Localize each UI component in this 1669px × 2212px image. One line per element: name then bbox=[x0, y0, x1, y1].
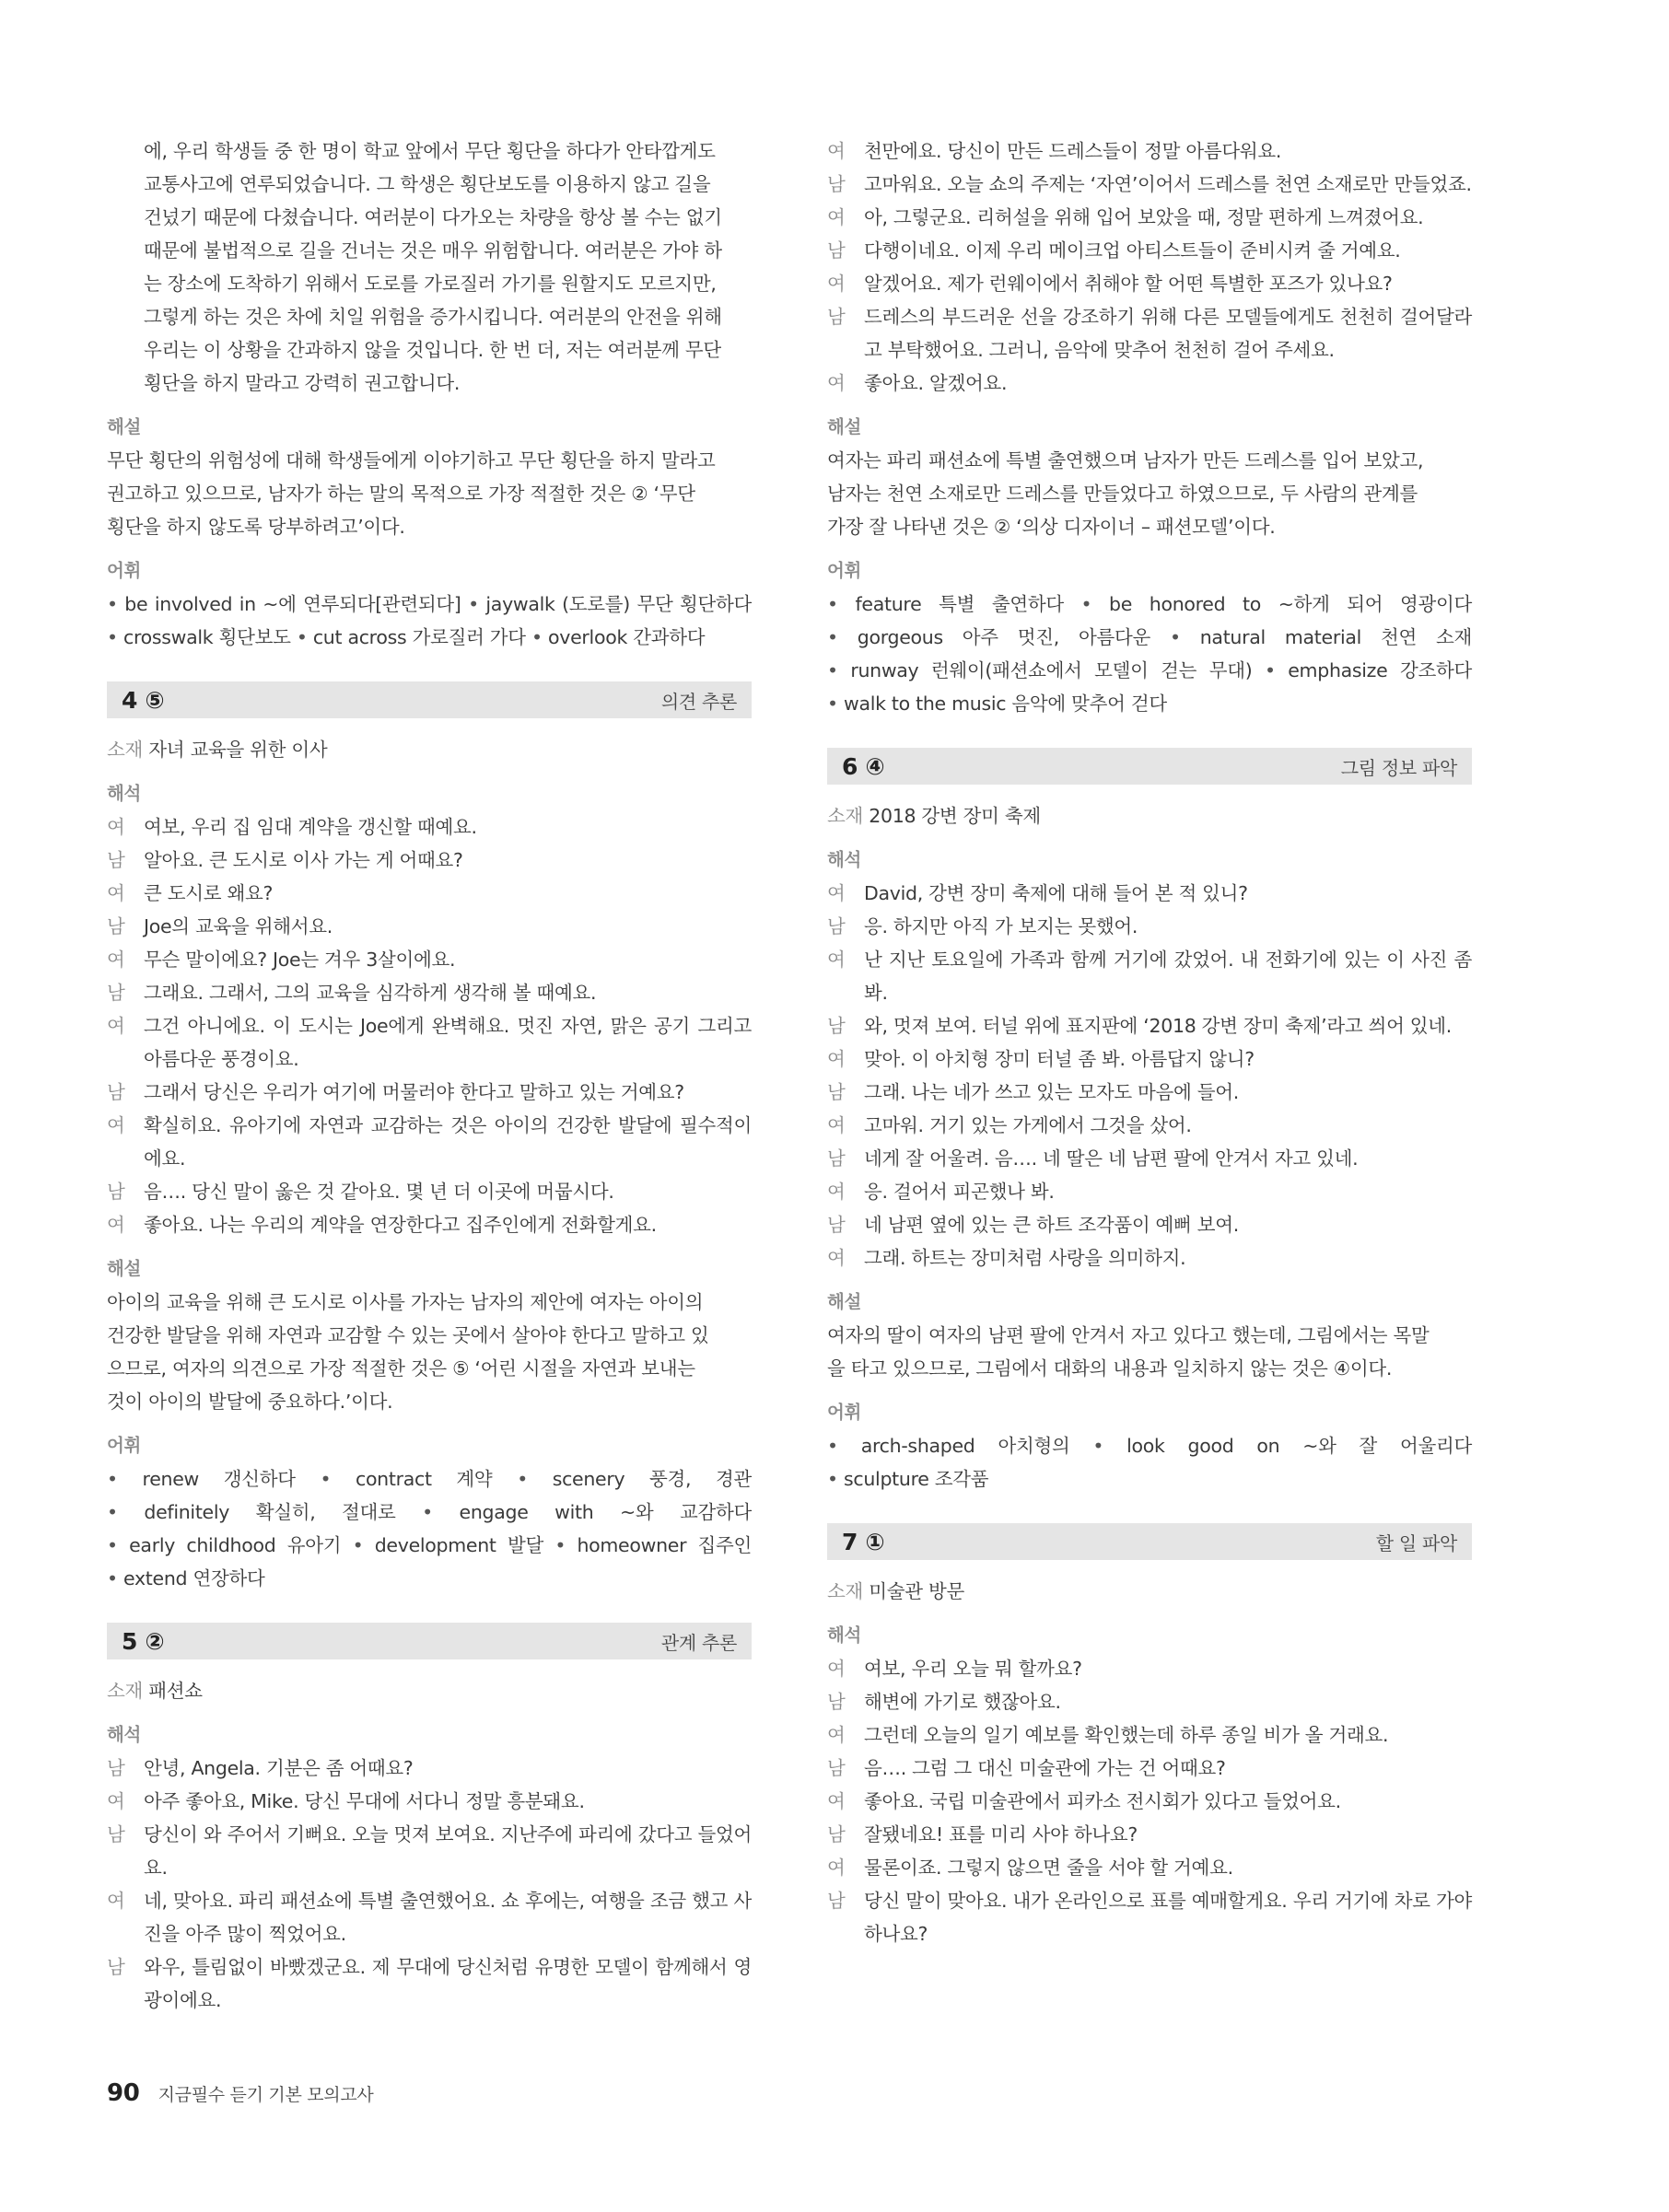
dialogue-text: 물론이죠. 그렇지 않으면 줄을 서야 할 거예요. bbox=[864, 1857, 1233, 1879]
dialogue-line bbox=[107, 943, 752, 976]
dialogue-line bbox=[827, 1208, 1472, 1241]
question-5-header bbox=[107, 1623, 752, 1659]
dialogue-line bbox=[107, 810, 752, 844]
speaker-label: 남 bbox=[827, 1890, 846, 1912]
text-line: 무단 횡단의 위험성에 대해 학생들에게 이야기하고 무단 횡단을 하지 말라고 bbox=[107, 449, 716, 472]
q4-translation-heading: 해석 bbox=[107, 783, 142, 804]
speaker-label: 남 bbox=[827, 1214, 846, 1236]
dialogue-text: 네 남편 옆에 있는 큰 하트 조각품이 예뻐 보여. bbox=[864, 1214, 1240, 1236]
text-line: 횡단을 하지 말라고 강력히 권고합니다. bbox=[144, 372, 461, 394]
monologue-continuation bbox=[107, 134, 752, 400]
dialogue-line bbox=[107, 1208, 752, 1241]
dialogue-text: 알겠어요. 제가 런웨이에서 취해야 할 어떤 특별한 포즈가 있나요? bbox=[864, 273, 1393, 295]
dialogue-line bbox=[107, 1752, 752, 1785]
speaker-label: 여 bbox=[107, 816, 125, 838]
text-line: 건넜기 때문에 다쳤습니다. 여러분이 다가오는 차량을 항상 볼 수는 없기 bbox=[144, 206, 722, 228]
dialogue-text: 알아요. 큰 도시로 이사 가는 게 어때요? bbox=[144, 849, 463, 871]
question-type: 의견 추론 bbox=[660, 690, 737, 713]
speaker-label: 남 bbox=[827, 1691, 846, 1713]
speaker-label: 남 bbox=[827, 173, 846, 195]
left-column bbox=[107, 134, 752, 2017]
speaker-label: 여 bbox=[827, 1857, 846, 1879]
dialogue-text: 당신 말이 맞아요. 내가 온라인으로 표를 예매할게요. 우리 거기에 차로 가야 하나요? bbox=[864, 1890, 1472, 1945]
dialogue-line bbox=[107, 1076, 752, 1109]
q4-vocab-heading: 어휘 bbox=[107, 1435, 142, 1456]
dialogue-text: 드레스의 부드러운 선을 강조하기 위해 다른 모델들에게도 천천히 걸어달라고 부탁했어요. 그러니, 음악에 맞추어 천천히 걸어 주세요. bbox=[864, 306, 1472, 361]
vocab-item: • renew 갱신하다 bbox=[107, 1468, 296, 1490]
dialogue-text: 좋아요. 나는 우리의 계약을 연장한다고 집주인에게 전화할게요. bbox=[144, 1214, 657, 1236]
vocab-item: • contract 계약 bbox=[320, 1468, 492, 1490]
vocab-item: • gorgeous 아주 멋진, 아름다운 bbox=[827, 626, 1150, 648]
dialogue-line bbox=[107, 1884, 752, 1950]
speaker-label: 여 bbox=[827, 1048, 846, 1070]
speaker-label: 여 bbox=[827, 1724, 846, 1746]
text-line: 에, 우리 학생들 중 한 명이 학교 앞에서 무단 횡단을 하다가 안타깝게도 bbox=[144, 140, 716, 162]
dialogue-line bbox=[107, 1009, 752, 1076]
vocab-item: • development 발달 bbox=[353, 1534, 543, 1556]
q6-topic: 소재 2018 강변 장미 축제 bbox=[827, 805, 1041, 827]
text-line: 는 장소에 도착하기 위해서 도로를 가로질러 가기를 원할지도 모르지만, bbox=[144, 273, 717, 295]
dialogue-text: 안녕, Angela. 기분은 좀 어때요? bbox=[144, 1757, 414, 1779]
question-type: 할 일 파악 bbox=[1375, 1531, 1457, 1554]
dialogue-text: 그건 아니에요. 이 도시는 Joe에게 완벽해요. 멋진 자연, 맑은 공기 그리고 아름다운 풍경이요. bbox=[144, 1015, 752, 1070]
text-line: 횡단을 하지 않도록 당부하려고’이다. bbox=[107, 516, 405, 538]
speaker-label: 여 bbox=[827, 372, 846, 394]
text-line: 여자는 파리 패션쇼에 특별 출연했으며 남자가 만든 드레스를 입어 보았고, bbox=[827, 449, 1424, 472]
question-4-header bbox=[107, 681, 752, 718]
speaker-label: 남 bbox=[107, 1081, 125, 1103]
dialogue-text: 좋아요. 알겠어요. bbox=[864, 372, 1008, 394]
speaker-label: 남 bbox=[107, 1757, 125, 1779]
speaker-label: 남 bbox=[107, 1956, 125, 1978]
dialogue-line bbox=[827, 1652, 1472, 1685]
vocab-item: • extend 연장하다 bbox=[107, 1567, 264, 1589]
vocab-item: • scenery 풍경, 경관 bbox=[517, 1468, 752, 1490]
dialogue-line bbox=[827, 168, 1472, 201]
vocab-item: • engage with ~와 교감하다 bbox=[422, 1501, 752, 1523]
text-line: 때문에 불법적으로 길을 건너는 것은 매우 위험합니다. 여러분은 가야 하 bbox=[144, 239, 722, 262]
speaker-label: 남 bbox=[107, 982, 125, 1004]
vocab-item: • be honored to ~하게 되어 영광이다 bbox=[1081, 593, 1472, 615]
dialogue-text: 큰 도시로 왜요? bbox=[144, 882, 274, 904]
vocab-item: • cut across 가로질러 가다 bbox=[297, 626, 526, 648]
dialogue-text: 와, 멋져 보여. 터널 위에 표지판에 ‘2018 강변 장미 축제’라고 씌어 있네. bbox=[864, 1015, 1453, 1037]
dialogue-line bbox=[107, 1818, 752, 1884]
q7-translation-heading: 해석 bbox=[827, 1624, 862, 1646]
text-line: 권고하고 있으므로, 남자가 하는 말의 목적으로 가장 적절한 것은 ② ‘무단 bbox=[107, 483, 695, 505]
dialogue-line bbox=[827, 1109, 1472, 1142]
dialogue-line bbox=[827, 910, 1472, 943]
dialogue-text: 응. 걸어서 피곤했나 봐. bbox=[864, 1181, 1055, 1203]
text-line: 그렇게 하는 것은 차에 치일 위험을 증가시킵니다. 여러분의 안전을 위해 bbox=[144, 306, 722, 328]
vocab-item: • definitely 확실히, 절대로 bbox=[107, 1501, 396, 1523]
dialogue-text: 여보, 우리 집 임대 계약을 갱신할 때예요. bbox=[144, 816, 477, 838]
speaker-label: 여 bbox=[107, 1890, 125, 1912]
dialogue-text: 네, 맞아요. 파리 패션쇼에 특별 출연했어요. 쇼 후에는, 여행을 조금 했고 사진을 아주 많이 찍었어요. bbox=[144, 1890, 752, 1945]
dialogue-line bbox=[107, 1950, 752, 2017]
dialogue-line bbox=[827, 1818, 1472, 1851]
dialogue-text: 그래서 당신은 우리가 여기에 머물러야 한다고 말하고 있는 거예요? bbox=[144, 1081, 684, 1103]
vocab-item: • overlook 간과하다 bbox=[531, 626, 705, 648]
dialogue-line bbox=[107, 1785, 752, 1818]
dialogue-line bbox=[827, 1241, 1472, 1275]
dialogue-text: 맞아. 이 아치형 장미 터널 좀 봐. 아름답지 않니? bbox=[864, 1048, 1255, 1070]
speaker-label: 여 bbox=[107, 1214, 125, 1236]
question-type: 그림 정보 파악 bbox=[1340, 756, 1457, 779]
q5-explanation-heading: 해설 bbox=[827, 416, 862, 437]
q5-vocab-heading: 어휘 bbox=[827, 560, 862, 581]
dialogue-text: 그래. 하트는 장미처럼 사랑을 의미하지. bbox=[864, 1247, 1186, 1269]
vocab-item: • feature 특별 출연하다 bbox=[827, 593, 1064, 615]
q3-vocabulary bbox=[107, 588, 752, 654]
speaker-label: 여 bbox=[107, 882, 125, 904]
text-line: 가장 잘 나타낸 것은 ② ‘의상 디자이너 – 패션모델’이다. bbox=[827, 516, 1276, 538]
dialogue-line bbox=[827, 234, 1472, 267]
dialogue-text: 음…. 그럼 그 대신 미술관에 가는 건 어때요? bbox=[864, 1757, 1226, 1779]
vocab-item: • be involved in ~에 연루되다[관련되다] bbox=[107, 593, 461, 615]
dialogue-line bbox=[107, 1175, 752, 1208]
dialogue-line bbox=[827, 1685, 1472, 1718]
dialogue-text: 좋아요. 국립 미술관에서 피카소 전시회가 있다고 들었어요. bbox=[864, 1790, 1341, 1812]
dialogue-text: 고마워요. 오늘 쇼의 주제는 ‘자연’이어서 드레스를 천연 소재로만 만들었죠. bbox=[864, 173, 1472, 195]
dialogue-line bbox=[827, 201, 1472, 234]
dialogue-text: 천만에요. 당신이 만든 드레스들이 정말 아름다워요. bbox=[864, 140, 1282, 162]
speaker-label: 여 bbox=[827, 1181, 846, 1203]
speaker-label: 여 bbox=[107, 1015, 125, 1037]
text-line: 아이의 교육을 위해 큰 도시로 이사를 가자는 남자의 제안에 여자는 아이의 bbox=[107, 1291, 704, 1313]
speaker-label: 여 bbox=[107, 949, 125, 971]
vocab-item: • arch-shaped 아치형의 bbox=[827, 1435, 1069, 1457]
speaker-label: 남 bbox=[107, 1823, 125, 1845]
dialogue-line bbox=[827, 134, 1472, 168]
question-6-header bbox=[827, 748, 1472, 785]
speaker-label: 남 bbox=[827, 306, 846, 328]
text-line: 우리는 이 상황을 간과하지 않을 것입니다. 한 번 더, 저는 여러분께 무단 bbox=[144, 339, 721, 361]
vocab-item: • sculpture 조각품 bbox=[827, 1468, 988, 1490]
vocab-item: • crosswalk 횡단보도 bbox=[107, 626, 291, 648]
dialogue-line bbox=[107, 976, 752, 1009]
dialogue-text: 응. 하지만 아직 가 보지는 못했어. bbox=[864, 915, 1138, 937]
dialogue-text: 음…. 당신 말이 옳은 것 같아요. 몇 년 더 이곳에 머뭅시다. bbox=[144, 1181, 614, 1203]
text-line: 남자는 천연 소재로만 드레스를 만들었다고 하였으므로, 두 사람의 관계를 bbox=[827, 483, 1418, 505]
dialogue-line bbox=[827, 1042, 1472, 1076]
dialogue-text: David, 강변 장미 축제에 대해 들어 본 적 있니? bbox=[864, 882, 1248, 904]
speaker-label: 여 bbox=[827, 140, 846, 162]
q3-vocab-heading: 어휘 bbox=[107, 560, 142, 581]
dialogue-text: 와우, 틀림없이 바빴겠군요. 제 무대에 당신처럼 유명한 모델이 함께해서 영광이에요. bbox=[144, 1956, 752, 2011]
dialogue-text: 여보, 우리 오늘 뭐 할까요? bbox=[864, 1658, 1082, 1680]
dialogue-line bbox=[827, 1718, 1472, 1752]
speaker-label: 남 bbox=[827, 239, 846, 262]
speaker-label: 남 bbox=[827, 1015, 846, 1037]
q5-dialogue bbox=[107, 1752, 752, 2017]
dialogue-line bbox=[107, 910, 752, 943]
speaker-label: 남 bbox=[827, 1147, 846, 1170]
q5-explanation bbox=[827, 444, 1472, 543]
text-line: 을 타고 있으므로, 그림에서 대화의 내용과 일치하지 않는 것은 ④이다. bbox=[827, 1357, 1393, 1380]
dialogue-line bbox=[827, 1785, 1472, 1818]
dialogue-text: 그래요. 그래서, 그의 교육을 심각하게 생각해 볼 때예요. bbox=[144, 982, 597, 1004]
speaker-label: 남 bbox=[827, 1757, 846, 1779]
vocab-item: • emphasize 강조하다 bbox=[1265, 659, 1472, 681]
q6-explanation-heading: 해설 bbox=[827, 1291, 862, 1312]
q7-topic: 소재 미술관 방문 bbox=[827, 1580, 964, 1602]
dialogue-text: 확실히요. 유아기에 자연과 교감하는 것은 아이의 건강한 발달에 필수적이에요. bbox=[144, 1114, 752, 1170]
q6-vocabulary bbox=[827, 1429, 1472, 1496]
vocab-item: • natural material 천연 소재 bbox=[1170, 626, 1472, 648]
dialogue-line bbox=[827, 367, 1472, 400]
q5-translation-heading: 해석 bbox=[107, 1724, 142, 1745]
dialogue-text: 당신이 와 주어서 기뻐요. 오늘 멋져 보여요. 지난주에 파리에 갔다고 들었어요. bbox=[144, 1823, 752, 1879]
speaker-label: 남 bbox=[827, 1081, 846, 1103]
question-type: 관계 추론 bbox=[660, 1631, 737, 1654]
dialogue-text: 아주 좋아요, Mike. 당신 무대에 서다니 정말 흥분돼요. bbox=[144, 1790, 585, 1812]
page-footer bbox=[107, 2079, 373, 2107]
speaker-label: 여 bbox=[827, 882, 846, 904]
dialogue-line bbox=[827, 1009, 1472, 1042]
dialogue-line bbox=[827, 1851, 1472, 1884]
dialogue-text: 네게 잘 어울려. 음…. 네 딸은 네 남편 팔에 안겨서 자고 있네. bbox=[864, 1147, 1359, 1170]
speaker-label: 남 bbox=[827, 1823, 846, 1845]
vocab-item: • walk to the music 음악에 맞추어 걷다 bbox=[827, 693, 1167, 715]
dialogue-line bbox=[827, 1752, 1472, 1785]
q4-explanation-heading: 해설 bbox=[107, 1258, 142, 1279]
vocab-item: • look good on ~와 잘 어울리다 bbox=[1092, 1435, 1472, 1457]
dialogue-line bbox=[827, 943, 1472, 1009]
dialogue-line bbox=[107, 877, 752, 910]
speaker-label: 남 bbox=[827, 915, 846, 937]
dialogue-text: 그런데 오늘의 일기 예보를 확인했는데 하루 종일 비가 올 거래요. bbox=[864, 1724, 1389, 1746]
q4-dialogue bbox=[107, 810, 752, 1241]
page-number: 90 bbox=[107, 2079, 140, 2107]
dialogue-text: 난 지난 토요일에 가족과 함께 거기에 갔었어. 내 전화기에 있는 이 사진 좀 봐. bbox=[864, 949, 1472, 1004]
q5-vocabulary bbox=[827, 588, 1472, 720]
text-line: 여자의 딸이 여자의 남편 팔에 안겨서 자고 있다고 했는데, 그림에서는 목말 bbox=[827, 1324, 1430, 1346]
question-number: 4 ⑤ bbox=[122, 686, 165, 714]
dialogue-line bbox=[827, 1142, 1472, 1175]
vocab-item: • jaywalk (도로를) 무단 횡단하다 bbox=[468, 593, 752, 615]
speaker-label: 여 bbox=[827, 1114, 846, 1136]
right-column bbox=[827, 134, 1472, 1950]
q5-topic: 소재 패션쇼 bbox=[107, 1680, 203, 1702]
question-number: 5 ② bbox=[122, 1627, 165, 1655]
dialogue-line bbox=[827, 1076, 1472, 1109]
text-line: 으므로, 여자의 의견으로 가장 적절한 것은 ⑤ ‘어린 시절을 자연과 보내는 bbox=[107, 1357, 695, 1380]
book-title: 지금필수 듣기 기본 모의고사 bbox=[158, 2085, 374, 2105]
q6-translation-heading: 해석 bbox=[827, 849, 862, 870]
q6-explanation bbox=[827, 1319, 1472, 1385]
q7-dialogue bbox=[827, 1652, 1472, 1950]
dialogue-text: 아, 그렇군요. 리허설을 위해 입어 보았을 때, 정말 편하게 느껴졌어요. bbox=[864, 206, 1424, 228]
speaker-label: 여 bbox=[827, 206, 846, 228]
question-number: 7 ① bbox=[842, 1528, 885, 1555]
q4-topic: 소재 자녀 교육을 위한 이사 bbox=[107, 739, 328, 761]
question-7-header bbox=[827, 1523, 1472, 1560]
vocab-item: • homeowner 집주인 bbox=[554, 1534, 752, 1556]
speaker-label: 여 bbox=[827, 1247, 846, 1269]
speaker-label: 여 bbox=[827, 949, 846, 971]
dialogue-text: Joe의 교육을 위해서요. bbox=[144, 915, 333, 937]
text-line: 건강한 발달을 위해 자연과 교감할 수 있는 곳에서 살아야 한다고 말하고 있 bbox=[107, 1324, 709, 1346]
question-number: 6 ④ bbox=[842, 752, 885, 780]
text-line: 교통사고에 연루되었습니다. 그 학생은 횡단보도를 이용하지 않고 길을 bbox=[144, 173, 711, 195]
speaker-label: 남 bbox=[107, 915, 125, 937]
dialogue-line bbox=[827, 877, 1472, 910]
speaker-label: 여 bbox=[107, 1790, 125, 1812]
q3-explanation bbox=[107, 444, 752, 543]
text-line: 것이 아이의 발달에 중요하다.’이다. bbox=[107, 1391, 393, 1413]
speaker-label: 남 bbox=[107, 849, 125, 871]
q6-vocab-heading: 어휘 bbox=[827, 1402, 862, 1423]
speaker-label: 여 bbox=[827, 1790, 846, 1812]
q6-dialogue bbox=[827, 877, 1472, 1275]
dialogue-line bbox=[827, 267, 1472, 300]
dialogue-text: 해변에 가기로 했잖아요. bbox=[864, 1691, 1061, 1713]
speaker-label: 여 bbox=[107, 1114, 125, 1136]
vocab-item: • runway 런웨이(패션쇼에서 모델이 걷는 무대) bbox=[827, 659, 1252, 681]
dialogue-line bbox=[827, 300, 1472, 367]
dialogue-text: 무슨 말이에요? Joe는 겨우 3살이에요. bbox=[144, 949, 456, 971]
speaker-label: 여 bbox=[827, 1658, 846, 1680]
vocab-item: • early childhood 유아기 bbox=[107, 1534, 341, 1556]
dialogue-line bbox=[827, 1175, 1472, 1208]
dialogue-text: 고마워. 거기 있는 가게에서 그것을 샀어. bbox=[864, 1114, 1192, 1136]
dialogue-text: 다행이네요. 이제 우리 메이크업 아티스트들이 준비시켜 줄 거예요. bbox=[864, 239, 1401, 262]
q5-dialogue-continued bbox=[827, 134, 1472, 400]
dialogue-line bbox=[107, 844, 752, 877]
dialogue-text: 그래. 나는 네가 쓰고 있는 모자도 마음에 들어. bbox=[864, 1081, 1240, 1103]
speaker-label: 남 bbox=[107, 1181, 125, 1203]
q4-explanation bbox=[107, 1286, 752, 1418]
q3-explanation-heading: 해설 bbox=[107, 416, 142, 437]
dialogue-line bbox=[107, 1109, 752, 1175]
dialogue-line bbox=[827, 1884, 1472, 1950]
dialogue-text: 잘됐네요! 표를 미리 사야 하나요? bbox=[864, 1823, 1138, 1845]
speaker-label: 여 bbox=[827, 273, 846, 295]
q4-vocabulary bbox=[107, 1462, 752, 1595]
